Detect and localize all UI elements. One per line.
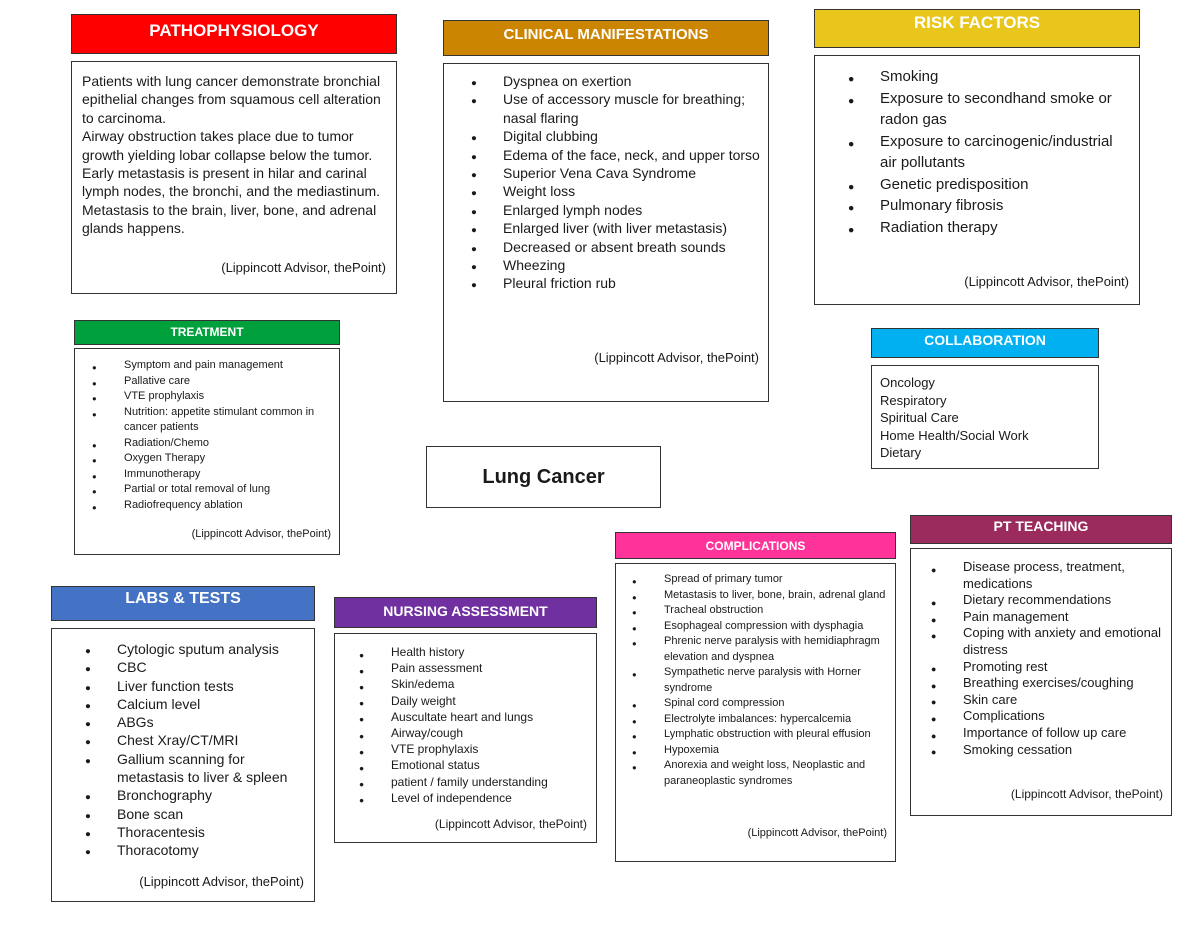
list-item: ● Bronchography xyxy=(117,786,308,804)
list-item: ● Skin care xyxy=(963,692,1165,709)
list-item: ● Electrolyte imbalances: hypercalcemia xyxy=(664,712,889,728)
treatment-list xyxy=(124,358,333,513)
list-item: ● Phrenic nerve paralysis with hemidiaphragm elevation and dyspnea xyxy=(664,634,889,665)
complications-heading: COMPLICATIONS xyxy=(615,532,896,559)
list-item: ● Dietary recommendations xyxy=(963,592,1165,609)
list-item: ● Skin/edema xyxy=(391,676,590,692)
source-citation: (Lippincott Advisor, thePoint) xyxy=(1010,787,1163,802)
nursing-assessment-box xyxy=(334,633,597,843)
list-item: ● Hypoxemia xyxy=(664,743,889,759)
list-item: ● VTE prophylaxis xyxy=(391,741,590,757)
central-topic-lung-cancer: Lung Cancer xyxy=(426,446,661,508)
source-citation: (Lippincott Advisor, thePoint) xyxy=(221,259,386,275)
list-item: ● Pallative care xyxy=(124,374,333,390)
labs-tests-box xyxy=(51,628,315,902)
list-item: ● Wheezing xyxy=(503,256,760,274)
list-item: ● Emotional status xyxy=(391,757,590,773)
list-item: ● Pleural friction rub xyxy=(503,274,760,292)
list-item: ● Spread of primary tumor xyxy=(664,572,889,588)
list-item: ● Chest Xray/CT/MRI xyxy=(117,731,308,749)
pt-teaching-box xyxy=(910,548,1172,816)
source-citation: (Lippincott Advisor, thePoint) xyxy=(964,273,1129,289)
list-item: Home Health/Social Work xyxy=(880,427,1029,443)
list-item: ● Complications xyxy=(963,708,1165,725)
list-item: Spiritual Care xyxy=(880,410,959,426)
clinical-manifestations-box xyxy=(443,63,769,402)
list-item: Respiratory xyxy=(880,392,947,408)
list-item: ● Digital clubbing xyxy=(503,127,760,145)
list-item: ● VTE prophylaxis xyxy=(124,389,333,405)
labs-tests-list xyxy=(117,640,308,860)
clinical-manifestations-list xyxy=(503,72,760,293)
list-item: ● Symptom and pain management xyxy=(124,358,333,374)
list-item: Oncology xyxy=(880,375,935,390)
source-citation: (Lippincott Advisor, thePoint) xyxy=(434,816,587,831)
list-item: ● Radiation/Chemo xyxy=(124,436,333,452)
list-item: ● Immunotherapy xyxy=(124,467,333,483)
pt-teaching-list xyxy=(963,559,1165,758)
risk-factors-heading: RISK FACTORS xyxy=(814,9,1140,48)
complications-list xyxy=(664,572,889,789)
list-item: ● Metastasis to liver, bone, brain, adrenal gland xyxy=(664,588,889,604)
list-item: ● Level of independence xyxy=(391,790,590,806)
list-item: ● Disease process, treatment, medications xyxy=(963,559,1165,592)
list-item: ● Anorexia and weight loss, Neoplastic and paraneoplastic syndromes xyxy=(664,758,889,789)
source-citation: (Lippincott Advisor, thePoint) xyxy=(139,873,304,889)
source-citation: (Lippincott Advisor, thePoint) xyxy=(594,349,759,365)
list-item: ● Daily weight xyxy=(391,693,590,709)
list-item: ● Esophageal compression with dysphagia xyxy=(664,619,889,635)
list-item: ● Calcium level xyxy=(117,695,308,713)
list-item: ● Exposure to secondhand smoke or radon gas xyxy=(880,88,1131,131)
list-item: ● Auscultate heart and lungs xyxy=(391,709,590,725)
list-item: ● Smoking xyxy=(880,66,1131,88)
list-item: ● Liver function tests xyxy=(117,677,308,695)
list-item: ● Promoting rest xyxy=(963,659,1165,676)
nursing-assessment-list xyxy=(391,644,590,806)
list-item: ● Pain management xyxy=(963,609,1165,626)
list-item: ● Pain assessment xyxy=(391,660,590,676)
list-item: ● Sympathetic nerve paralysis with Horner syndrome xyxy=(664,665,889,696)
list-item: ● Radiation therapy xyxy=(880,217,1131,239)
list-item: ● Superior Vena Cava Syndrome xyxy=(503,164,760,182)
risk-factors-list xyxy=(880,66,1131,238)
risk-factors-box xyxy=(814,55,1140,305)
treatment-heading: TREATMENT xyxy=(74,320,340,345)
list-item: Dietary xyxy=(880,445,922,461)
list-item: ● Airway/cough xyxy=(391,725,590,741)
list-item: ● Smoking cessation xyxy=(963,742,1165,759)
source-citation: (Lippincott Advisor, thePoint) xyxy=(747,826,887,839)
list-item: ● Exposure to carcinogenic/industrial air pollutants xyxy=(880,131,1131,174)
list-item: ● Bone scan xyxy=(117,805,308,823)
source-citation: (Lippincott Advisor, thePoint) xyxy=(191,527,331,540)
pathophysiology-box xyxy=(71,61,397,294)
list-item: ● Thoracotomy xyxy=(117,841,308,859)
list-item: ● Enlarged liver (with liver metastasis) xyxy=(503,219,760,237)
list-item: ● Breathing exercises/coughing xyxy=(963,675,1165,692)
list-item: ● Dyspnea on exertion xyxy=(503,72,760,90)
list-item: ● Oxygen Therapy xyxy=(124,451,333,467)
list-item: ● Radiofrequency ablation xyxy=(124,498,333,514)
list-item: ● Nutrition: appetite stimulant common in cancer patients xyxy=(124,405,333,436)
clinical-manifestations-heading: CLINICAL MANIFESTATIONS xyxy=(443,20,769,56)
list-item: ● Health history xyxy=(391,644,590,660)
list-item: ● Thoracentesis xyxy=(117,823,308,841)
complications-box xyxy=(615,563,896,862)
pathophysiology-heading: PATHOPHYSIOLOGY xyxy=(71,14,397,54)
list-item: ● ABGs xyxy=(117,713,308,731)
labs-tests-heading: LABS & TESTS xyxy=(51,586,315,621)
list-item: ● Decreased or absent breath sounds xyxy=(503,238,760,256)
treatment-box xyxy=(74,348,340,555)
list-item: ● Enlarged lymph nodes xyxy=(503,201,760,219)
list-item: ● patient / family understanding xyxy=(391,774,590,790)
list-item: ● Use of accessory muscle for breathing; nasal flaring xyxy=(503,90,760,127)
nursing-assessment-heading: NURSING ASSESSMENT xyxy=(334,597,597,628)
list-item: ● Lymphatic obstruction with pleural effusion xyxy=(664,727,889,743)
list-item: ● Pulmonary fibrosis xyxy=(880,195,1131,217)
list-item: ● Coping with anxiety and emotional distress xyxy=(963,625,1165,658)
list-item: ● Gallium scanning for metastasis to liver & spleen xyxy=(117,750,308,787)
list-item: ● Importance of follow up care xyxy=(963,725,1165,742)
pathophysiology-paragraph-1: Patients with lung cancer demonstrate bronchial epithelial changes from squamous cell alteration to carcinoma. xyxy=(82,73,381,126)
list-item: ● Genetic predisposition xyxy=(880,174,1131,196)
pathophysiology-paragraph-2: Airway obstruction takes place due to tumor growth yielding lobar collapse below the tumor. Early metastasis is present in hilar and carinal lymph nodes, the bronchi, and the mediastinum. Metastasis to the brain, liver, bone, and adrenal glands happens. xyxy=(82,128,381,237)
list-item: ● CBC xyxy=(117,658,308,676)
list-item: ● Cytologic sputum analysis xyxy=(117,640,308,658)
list-item: ● Spinal cord compression xyxy=(664,696,889,712)
list-item: ● Edema of the face, neck, and upper torso xyxy=(503,146,760,164)
pt-teaching-heading: PT TEACHING xyxy=(910,515,1172,544)
list-item: ● Partial or total removal of lung xyxy=(124,482,333,498)
list-item: ● Weight loss xyxy=(503,182,760,200)
list-item: ● Tracheal obstruction xyxy=(664,603,889,619)
collaboration-heading: COLLABORATION xyxy=(871,328,1099,358)
collaboration-box xyxy=(871,365,1099,469)
